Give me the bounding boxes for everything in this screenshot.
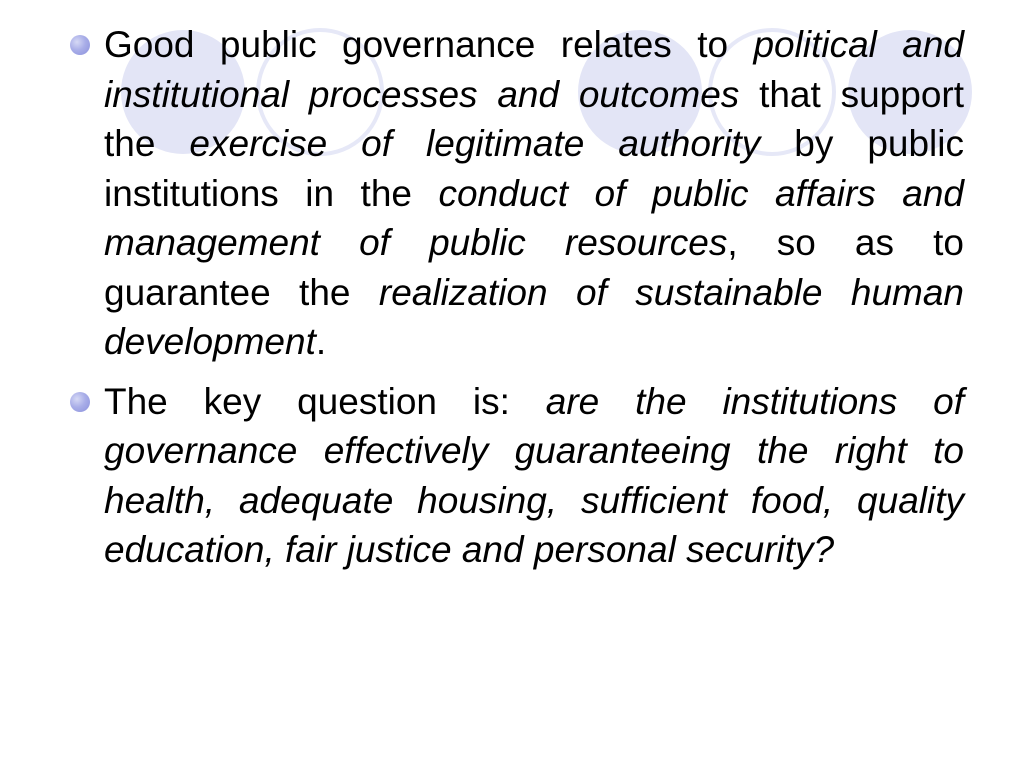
text-segment: Good public governance relates to [104,24,754,65]
text-segment-italic: political and institutional processes and outcomes [104,24,964,115]
text-segment-italic: realization of sustainable human development [104,271,964,362]
bullet-list [66,20,964,585]
bullet-item-key-question [66,377,964,575]
text-segment: . [315,321,327,362]
text-segment: , so as to guarantee the [104,222,964,313]
text-segment-italic: conduct of public affairs and management of public resources [104,172,964,263]
text-segment: The key question is: [104,380,546,422]
text-segment-italic: are the institutions of governance effectively guaranteeing the right to health, adequate housing, sufficient food, quality education, fair justice and personal security? [104,380,964,570]
text-segment-italic: exercise of legitimate authority [189,123,761,164]
text-segment: by public institutions in the [104,123,964,214]
bullet-item-governance-definition [66,20,964,367]
bullet-dot-icon [70,35,90,55]
text-segment: that support the [104,73,964,164]
bullet-dot-icon [70,392,90,412]
